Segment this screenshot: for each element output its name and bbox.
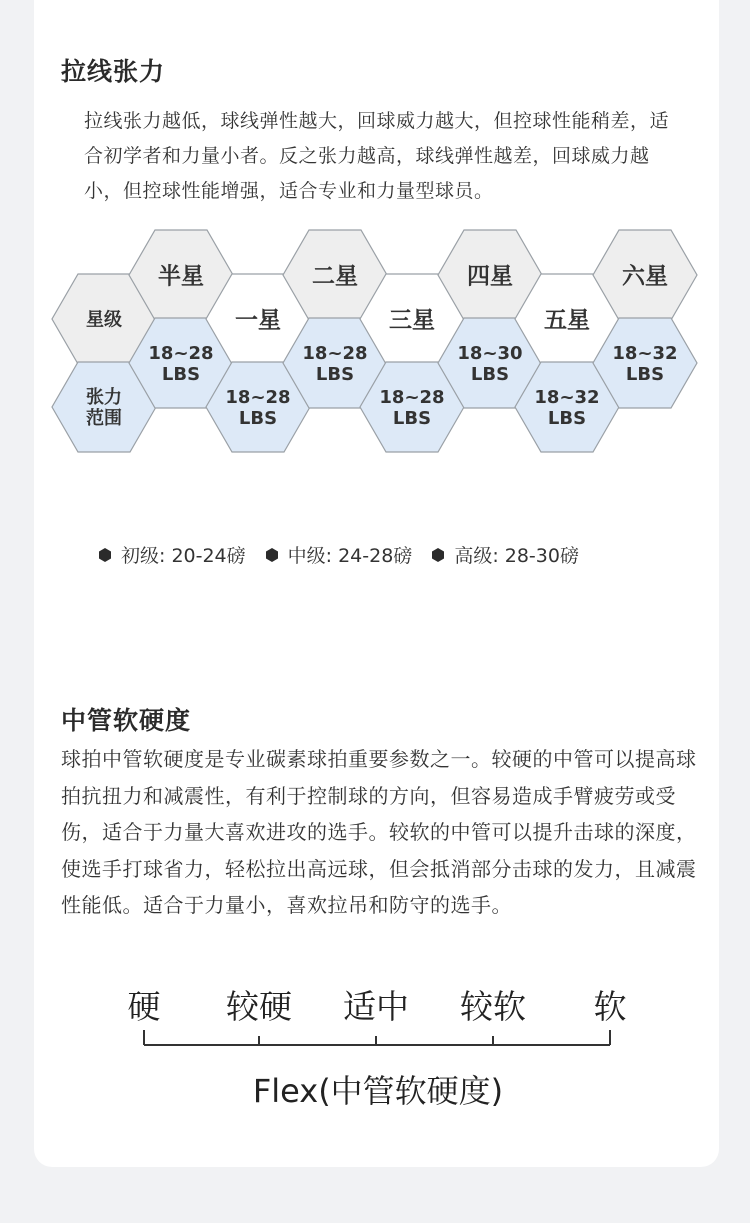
legend-label: 高级: 28-30磅: [454, 545, 579, 567]
tension-range-label: 18~28 LBS: [225, 387, 291, 429]
flex-scale-label: 软: [593, 987, 627, 1026]
tension-legend: [97, 541, 579, 568]
tension-range-label: 18~32 LBS: [534, 387, 600, 429]
hexagon-bullet-icon: [264, 547, 280, 563]
tension-title: 拉线张力: [61, 57, 166, 86]
tension-description: 拉线张力越低，球线弹性越大，回球威力越大，但控球性能稍差，适合初学者和力量小者。反之张力越高，球线弹性越差，回球威力越小，但控球性能增强，适合专业和力量型球员。: [84, 110, 670, 202]
flex-scale-label: 较软: [460, 987, 526, 1026]
tension-hex-chart: [0, 0, 750, 470]
star-level-label: 五星: [544, 307, 590, 334]
row-label-range: 张力范围: [86, 387, 122, 429]
legend-label: 初级: 20-24磅: [121, 545, 246, 567]
flex-title: 中管软硬度: [61, 706, 192, 735]
flex-description: 球拍中管软硬度是专业碳素球拍重要参数之一。较硬的中管可以提高球拍抗扭力和减震性，有利于控制球的方向，但容易造成手臂疲劳或受伤，适合于力量大喜欢进攻的选手。较软的中管可以提升击球的深度，使选手打球省力，轻松拉出高远球，但会抵消部分击球的发力，且减震性能低。适合于力量小，喜欢拉吊和防守的选手。: [61, 747, 697, 918]
flex-scale-label: 较硬: [226, 987, 292, 1026]
tension-range-label: 18~32 LBS: [612, 343, 678, 385]
star-level-label: 三星: [389, 307, 435, 334]
tension-range-label: 18~28 LBS: [302, 343, 368, 385]
legend-item-beginner: [97, 541, 246, 568]
tension-range-label: 18~30 LBS: [457, 343, 523, 385]
star-level-label: 一星: [235, 307, 281, 334]
tension-range-label: 18~28 LBS: [148, 343, 214, 385]
row-label-level: 星级: [86, 309, 122, 331]
legend-item-advanced: [430, 541, 579, 568]
flex-axis-label: Flex(中管软硬度): [252, 1072, 504, 1110]
hexagon-bullet-icon: [97, 547, 113, 563]
tension-range-label: 18~28 LBS: [379, 387, 445, 429]
legend-item-intermediate: [264, 541, 413, 568]
star-level-label: 四星: [467, 263, 513, 290]
star-level-label: 二星: [312, 263, 358, 290]
flex-scale-label: 适中: [343, 987, 409, 1026]
legend-label: 中级: 24-28磅: [287, 545, 413, 567]
star-level-label: 半星: [158, 263, 204, 290]
star-level-label: 六星: [622, 263, 668, 290]
hexagon-bullet-icon: [430, 547, 446, 563]
flex-scale-label: 硬: [127, 987, 161, 1026]
